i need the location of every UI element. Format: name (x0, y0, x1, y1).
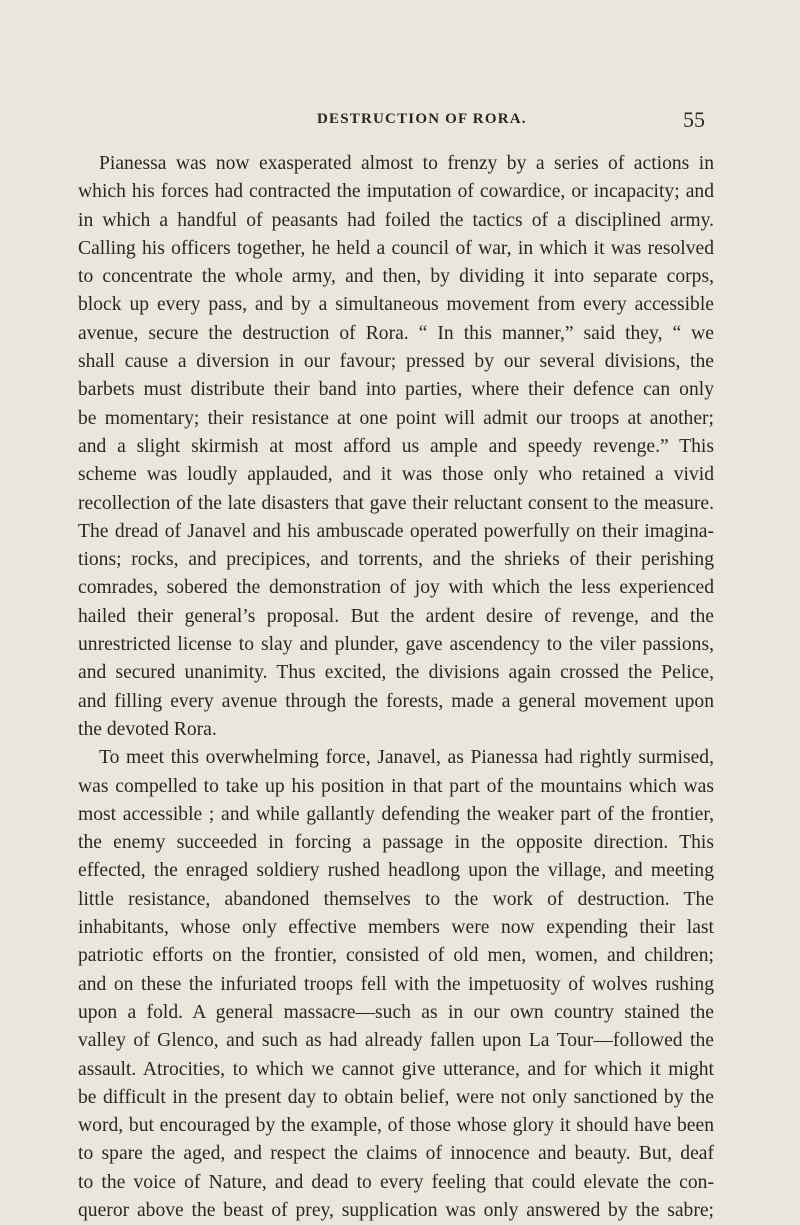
text-line: assault. Atrocities, to which we cannot give utterance, and for which it might (78, 1058, 714, 1080)
text-line: patriotic efforts on the frontier, consisted of old men, women, and children; (78, 945, 714, 967)
text-line: and filling every avenue through the forests, made a general movement upon (78, 690, 714, 712)
text-line: in which a handful of peasants had foiled the tactics of a disciplined army. (78, 209, 714, 231)
text-line: and on these the infuriated troops fell with the impetuosity of wolves rushing (78, 973, 714, 995)
text-line: tions; rocks, and precipices, and torrents, and the shrieks of their perishing (78, 549, 714, 571)
text-line: the devoted Rora. (78, 718, 217, 740)
text-line: was compelled to take up his position in that part of the mountains which was (78, 775, 714, 797)
text-line: word, but encouraged by the example, of those whose glory it should have been (78, 1115, 714, 1137)
text-line: The dread of Janavel and his ambuscade operated powerfully on their imagina- (78, 520, 714, 542)
body-text (78, 150, 714, 1225)
text-line: recollection of the late disasters that gave their reluctant consent to the measure. (78, 492, 714, 514)
text-line: valley of Glenco, and such as had already fallen upon La Tour—followed the (78, 1030, 714, 1052)
text-line: and secured unanimity. Thus excited, the divisions again crossed the Pelice, (78, 662, 714, 684)
text-line: most accessible ; and while gallantly defending the weaker part of the frontier, (78, 803, 714, 825)
text-line: queror above the beast of prey, supplication was only answered by the sabre; (78, 1199, 714, 1221)
text-line: to concentrate the whole army, and then, by dividing it into separate corps, (78, 266, 714, 288)
text-line: to spare the aged, and respect the claims of innocence and beauty. But, deaf (78, 1143, 714, 1165)
text-line: be momentary; their resistance at one point will admit our troops at another; (78, 407, 714, 429)
text-line: inhabitants, whose only effective members were now expending their last (78, 917, 714, 939)
text-line: the enemy succeeded in forcing a passage in the opposite direction. This (78, 832, 714, 854)
text-line: be difficult in the present day to obtain belief, were not only sanctioned by the (78, 1086, 714, 1108)
text-line: scheme was loudly applauded, and it was those only who retained a vivid (78, 464, 714, 486)
text-line: avenue, secure the destruction of Rora. “ In this manner,” said they, “ we (78, 322, 714, 344)
text-line: unrestricted license to slay and plunder, gave ascendency to the viler passions, (78, 634, 714, 656)
page-number: 55 (683, 107, 705, 132)
text-line: hailed their general’s proposal. But the ardent desire of revenge, and the (78, 605, 714, 627)
text-line: Calling his officers together, he held a council of war, in which it was resolved (78, 237, 714, 259)
text-line: upon a fold. A general massacre—such as in our own country stained the (78, 1001, 714, 1023)
text-line: shall cause a diversion in our favour; pressed by our several divisions, the (78, 351, 714, 373)
running-head-title: DESTRUCTION OF RORA. (317, 111, 527, 127)
text-line: and a slight skirmish at most afford us ample and speedy revenge.” This (78, 435, 714, 457)
text-line: to the voice of Nature, and dead to every feeling that could elevate the con- (78, 1171, 714, 1193)
text-line: Pianessa was now exasperated almost to frenzy by a series of actions in (99, 153, 714, 174)
text-line: little resistance, abandoned themselves to the work of destruction. The (78, 888, 714, 910)
text-line: barbets must distribute their band into parties, where their defence can only (78, 379, 714, 401)
running-head (135, 107, 705, 135)
text-line: comrades, sobered the demonstration of joy with which the less experienced (78, 577, 714, 599)
text-line: block up every pass, and by a simultaneous movement from every accessible (78, 294, 714, 316)
text-line: To meet this overwhelming force, Janavel, as Pianessa had rightly surmised, (99, 747, 714, 769)
text-line: which his forces had contracted the imputation of cowardice, or incapacity; and (78, 181, 714, 203)
text-line: effected, the enraged soldiery rushed headlong upon the village, and meeting (78, 860, 714, 882)
